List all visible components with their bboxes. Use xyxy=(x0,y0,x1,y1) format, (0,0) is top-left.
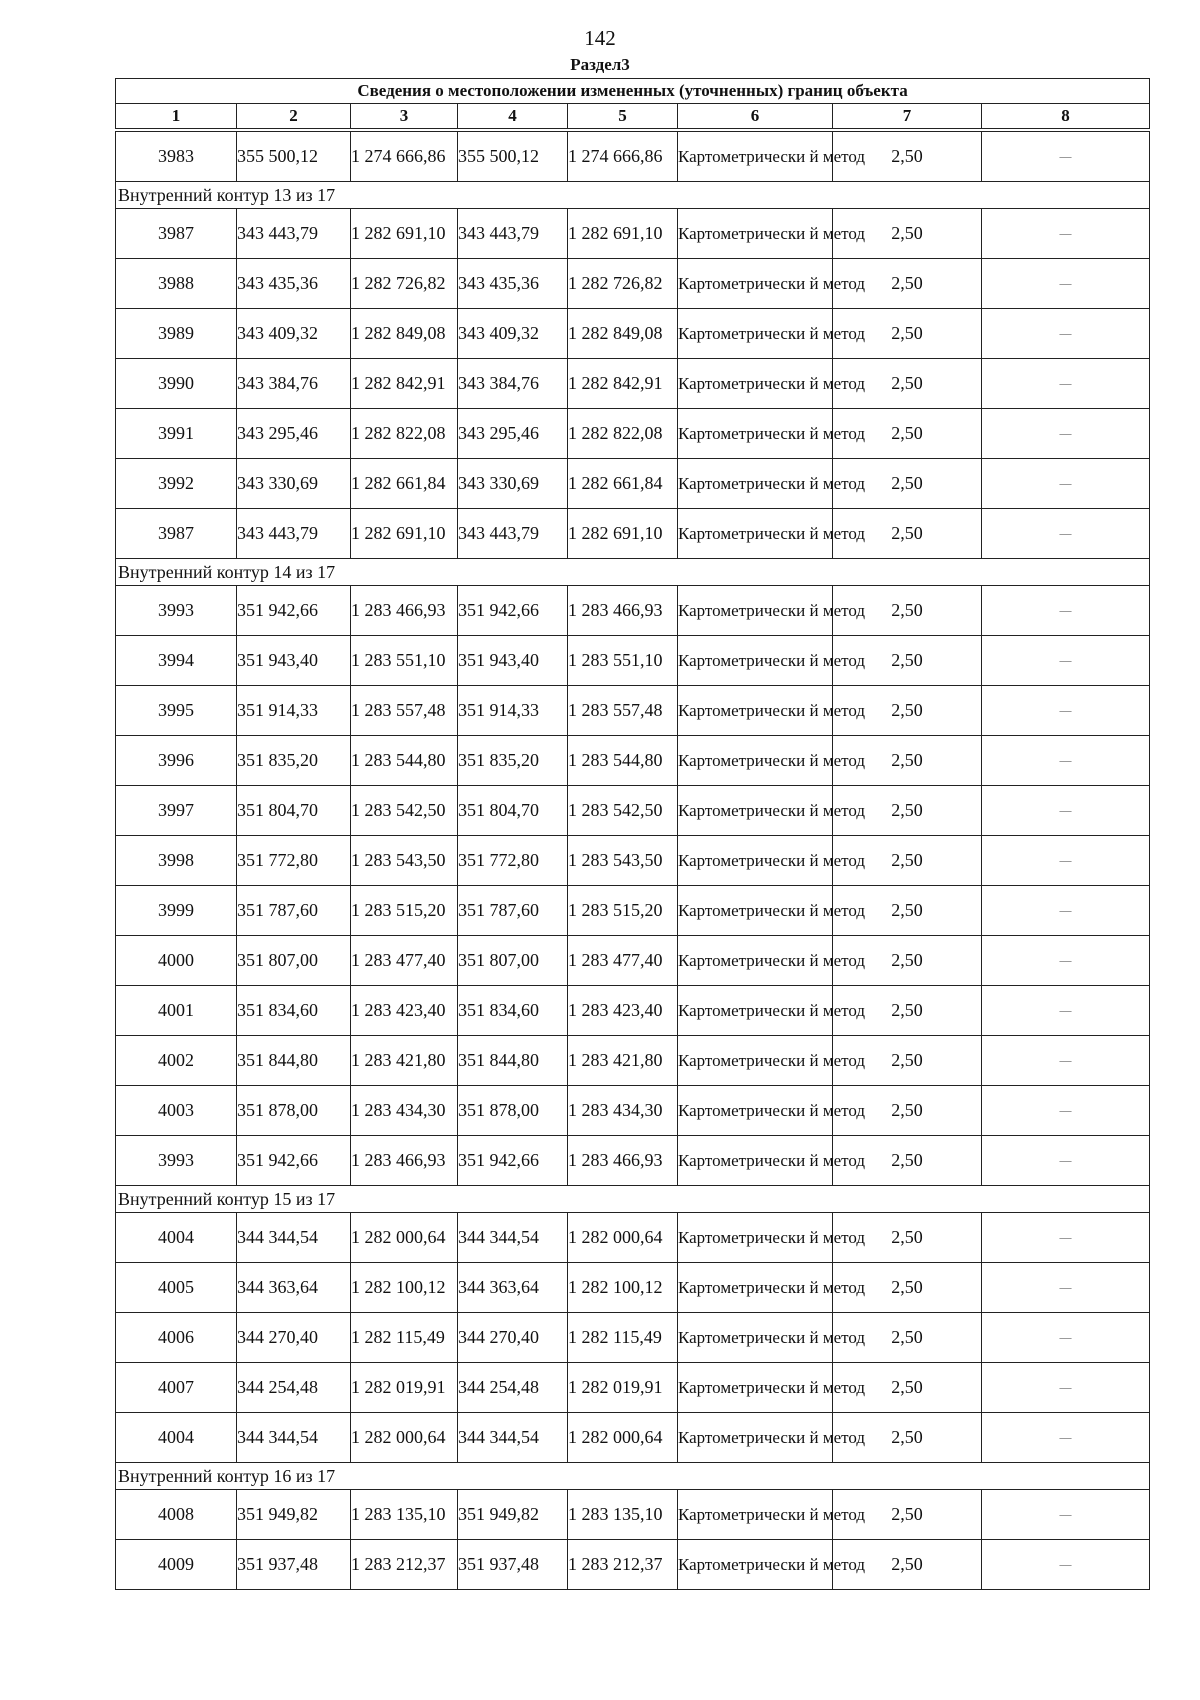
x-coordinate-old-cell: 343 443,79 xyxy=(237,209,351,259)
y-coordinate-old-cell: 1 282 019,91 xyxy=(351,1363,458,1413)
y-coordinate-new-cell: 1 282 661,84 xyxy=(568,459,678,509)
y-coordinate-new-cell: 1 282 691,10 xyxy=(568,209,678,259)
note-cell: — xyxy=(982,736,1150,786)
y-coordinate-old-cell: 1 282 000,64 xyxy=(351,1413,458,1463)
accuracy-cell: 2,50 xyxy=(833,1313,982,1363)
table-row xyxy=(116,986,1150,1036)
x-coordinate-old-cell: 344 270,40 xyxy=(237,1313,351,1363)
column-number: 4 xyxy=(458,104,568,129)
column-number-row xyxy=(116,104,1150,129)
y-coordinate-old-cell: 1 283 421,80 xyxy=(351,1036,458,1086)
page-number: 142 xyxy=(584,26,616,50)
point-number-cell: 4007 xyxy=(116,1363,237,1413)
contour-label: Внутренний контур 15 из 17 xyxy=(116,1186,1150,1213)
accuracy-cell: 2,50 xyxy=(833,836,982,886)
table-row xyxy=(116,1213,1150,1263)
x-coordinate-new-cell: 351 787,60 xyxy=(458,886,568,936)
y-coordinate-new-cell: 1 283 551,10 xyxy=(568,636,678,686)
x-coordinate-old-cell: 351 878,00 xyxy=(237,1086,351,1136)
note-cell: — xyxy=(982,586,1150,636)
y-coordinate-old-cell: 1 282 822,08 xyxy=(351,409,458,459)
method-cell: Картометрически й метод xyxy=(678,1363,833,1413)
point-number-cell: 4002 xyxy=(116,1036,237,1086)
y-coordinate-new-cell: 1 283 466,93 xyxy=(568,586,678,636)
y-coordinate-old-cell: 1 283 542,50 xyxy=(351,786,458,836)
x-coordinate-new-cell: 343 384,76 xyxy=(458,359,568,409)
method-cell: Картометрически й метод xyxy=(678,1490,833,1540)
accuracy-cell: 2,50 xyxy=(833,986,982,1036)
column-number: 7 xyxy=(833,104,982,129)
table-row xyxy=(116,459,1150,509)
y-coordinate-old-cell: 1 283 135,10 xyxy=(351,1490,458,1540)
method-cell: Картометрически й метод xyxy=(678,1036,833,1086)
table-row xyxy=(116,736,1150,786)
y-coordinate-old-cell: 1 283 551,10 xyxy=(351,636,458,686)
table-row xyxy=(116,209,1150,259)
point-number-cell: 3999 xyxy=(116,886,237,936)
point-number-cell: 4003 xyxy=(116,1086,237,1136)
note-cell: — xyxy=(982,1086,1150,1136)
y-coordinate-new-cell: 1 283 542,50 xyxy=(568,786,678,836)
point-number-cell: 3997 xyxy=(116,786,237,836)
accuracy-cell: 2,50 xyxy=(833,1363,982,1413)
note-cell: — xyxy=(982,986,1150,1036)
y-coordinate-old-cell: 1 283 212,37 xyxy=(351,1540,458,1590)
y-coordinate-new-cell: 1 283 434,30 xyxy=(568,1086,678,1136)
x-coordinate-new-cell: 344 344,54 xyxy=(458,1413,568,1463)
point-number-cell: 3983 xyxy=(116,132,237,182)
x-coordinate-old-cell: 351 943,40 xyxy=(237,636,351,686)
y-coordinate-old-cell: 1 282 000,64 xyxy=(351,1213,458,1263)
method-cell: Картометрически й метод xyxy=(678,636,833,686)
note-cell: — xyxy=(982,409,1150,459)
accuracy-cell: 2,50 xyxy=(833,1540,982,1590)
accuracy-cell: 2,50 xyxy=(833,359,982,409)
x-coordinate-new-cell: 343 443,79 xyxy=(458,209,568,259)
note-cell: — xyxy=(982,1313,1150,1363)
x-coordinate-new-cell: 344 344,54 xyxy=(458,1213,568,1263)
table-row xyxy=(116,509,1150,559)
contour-row xyxy=(116,1186,1150,1213)
point-number-cell: 3987 xyxy=(116,509,237,559)
y-coordinate-old-cell: 1 282 691,10 xyxy=(351,209,458,259)
x-coordinate-new-cell: 351 844,80 xyxy=(458,1036,568,1086)
x-coordinate-new-cell: 351 834,60 xyxy=(458,986,568,1036)
method-cell: Картометрически й метод xyxy=(678,209,833,259)
accuracy-cell: 2,50 xyxy=(833,1263,982,1313)
point-number-cell: 4006 xyxy=(116,1313,237,1363)
table-row xyxy=(116,359,1150,409)
method-cell: Картометрически й метод xyxy=(678,686,833,736)
y-coordinate-old-cell: 1 282 661,84 xyxy=(351,459,458,509)
point-number-cell: 3995 xyxy=(116,686,237,736)
x-coordinate-new-cell: 351 937,48 xyxy=(458,1540,568,1590)
x-coordinate-new-cell: 355 500,12 xyxy=(458,132,568,182)
y-coordinate-new-cell: 1 283 466,93 xyxy=(568,1136,678,1186)
accuracy-cell: 2,50 xyxy=(833,509,982,559)
y-coordinate-old-cell: 1 283 477,40 xyxy=(351,936,458,986)
point-number-cell: 3998 xyxy=(116,836,237,886)
method-cell: Картометрически й метод xyxy=(678,1136,833,1186)
table-row xyxy=(116,936,1150,986)
x-coordinate-old-cell: 351 804,70 xyxy=(237,786,351,836)
accuracy-cell: 2,50 xyxy=(833,586,982,636)
method-cell: Картометрически й метод xyxy=(678,409,833,459)
table-row xyxy=(116,1540,1150,1590)
table-row xyxy=(116,309,1150,359)
method-cell: Картометрически й метод xyxy=(678,836,833,886)
x-coordinate-old-cell: 351 835,20 xyxy=(237,736,351,786)
y-coordinate-old-cell: 1 274 666,86 xyxy=(351,132,458,182)
point-number-cell: 3996 xyxy=(116,736,237,786)
contour-label: Внутренний контур 13 из 17 xyxy=(116,182,1150,209)
accuracy-cell: 2,50 xyxy=(833,209,982,259)
x-coordinate-old-cell: 351 914,33 xyxy=(237,686,351,736)
x-coordinate-old-cell: 351 937,48 xyxy=(237,1540,351,1590)
table-caption: Сведения о местоположении измененных (уточненных) границ объекта xyxy=(116,79,1150,104)
accuracy-cell: 2,50 xyxy=(833,409,982,459)
point-number-cell: 3991 xyxy=(116,409,237,459)
table-row xyxy=(116,132,1150,182)
method-cell: Картометрически й метод xyxy=(678,1263,833,1313)
x-coordinate-old-cell: 344 254,48 xyxy=(237,1363,351,1413)
x-coordinate-new-cell: 351 878,00 xyxy=(458,1086,568,1136)
y-coordinate-new-cell: 1 283 135,10 xyxy=(568,1490,678,1540)
accuracy-cell: 2,50 xyxy=(833,786,982,836)
method-cell: Картометрически й метод xyxy=(678,1413,833,1463)
y-coordinate-new-cell: 1 282 849,08 xyxy=(568,309,678,359)
x-coordinate-old-cell: 351 772,80 xyxy=(237,836,351,886)
x-coordinate-new-cell: 351 835,20 xyxy=(458,736,568,786)
x-coordinate-old-cell: 344 363,64 xyxy=(237,1263,351,1313)
table-row xyxy=(116,1036,1150,1086)
note-cell: — xyxy=(982,886,1150,936)
contour-row xyxy=(116,182,1150,209)
coordinates-table xyxy=(115,78,1150,1590)
x-coordinate-old-cell: 351 949,82 xyxy=(237,1490,351,1540)
accuracy-cell: 2,50 xyxy=(833,736,982,786)
x-coordinate-old-cell: 351 787,60 xyxy=(237,886,351,936)
method-cell: Картометрически й метод xyxy=(678,259,833,309)
table-row xyxy=(116,1363,1150,1413)
x-coordinate-old-cell: 351 807,00 xyxy=(237,936,351,986)
y-coordinate-new-cell: 1 282 842,91 xyxy=(568,359,678,409)
note-cell: — xyxy=(982,1263,1150,1313)
x-coordinate-new-cell: 343 435,36 xyxy=(458,259,568,309)
column-number: 8 xyxy=(982,104,1150,129)
accuracy-cell: 2,50 xyxy=(833,1036,982,1086)
x-coordinate-new-cell: 344 254,48 xyxy=(458,1363,568,1413)
accuracy-cell: 2,50 xyxy=(833,886,982,936)
x-coordinate-old-cell: 343 435,36 xyxy=(237,259,351,309)
y-coordinate-new-cell: 1 282 691,10 xyxy=(568,509,678,559)
x-coordinate-old-cell: 343 295,46 xyxy=(237,409,351,459)
note-cell: — xyxy=(982,309,1150,359)
method-cell: Картометрически й метод xyxy=(678,509,833,559)
x-coordinate-new-cell: 351 942,66 xyxy=(458,1136,568,1186)
y-coordinate-old-cell: 1 283 423,40 xyxy=(351,986,458,1036)
y-coordinate-new-cell: 1 282 115,49 xyxy=(568,1313,678,1363)
section-title: Раздел3 xyxy=(570,55,630,74)
contour-label: Внутренний контур 14 из 17 xyxy=(116,559,1150,586)
note-cell: — xyxy=(982,359,1150,409)
point-number-cell: 4000 xyxy=(116,936,237,986)
x-coordinate-old-cell: 351 834,60 xyxy=(237,986,351,1036)
table-row xyxy=(116,786,1150,836)
point-number-cell: 3989 xyxy=(116,309,237,359)
y-coordinate-new-cell: 1 282 000,64 xyxy=(568,1413,678,1463)
y-coordinate-old-cell: 1 283 557,48 xyxy=(351,686,458,736)
x-coordinate-new-cell: 351 949,82 xyxy=(458,1490,568,1540)
note-cell: — xyxy=(982,1136,1150,1186)
y-coordinate-old-cell: 1 282 691,10 xyxy=(351,509,458,559)
point-number-cell: 3993 xyxy=(116,1136,237,1186)
table-row xyxy=(116,1263,1150,1313)
point-number-cell: 3993 xyxy=(116,586,237,636)
note-cell: — xyxy=(982,1490,1150,1540)
accuracy-cell: 2,50 xyxy=(833,459,982,509)
contour-row xyxy=(116,1463,1150,1490)
accuracy-cell: 2,50 xyxy=(833,936,982,986)
method-cell: Картометрически й метод xyxy=(678,132,833,182)
table-row xyxy=(116,1490,1150,1540)
table-row xyxy=(116,586,1150,636)
y-coordinate-new-cell: 1 274 666,86 xyxy=(568,132,678,182)
note-cell: — xyxy=(982,936,1150,986)
method-cell: Картометрически й метод xyxy=(678,786,833,836)
y-coordinate-new-cell: 1 283 544,80 xyxy=(568,736,678,786)
y-coordinate-old-cell: 1 283 515,20 xyxy=(351,886,458,936)
x-coordinate-new-cell: 351 804,70 xyxy=(458,786,568,836)
note-cell: — xyxy=(982,1363,1150,1413)
method-cell: Картометрически й метод xyxy=(678,986,833,1036)
point-number-cell: 4004 xyxy=(116,1413,237,1463)
y-coordinate-old-cell: 1 283 434,30 xyxy=(351,1086,458,1136)
method-cell: Картометрически й метод xyxy=(678,736,833,786)
column-number: 3 xyxy=(351,104,458,129)
x-coordinate-new-cell: 343 443,79 xyxy=(458,509,568,559)
x-coordinate-old-cell: 355 500,12 xyxy=(237,132,351,182)
note-cell: — xyxy=(982,1036,1150,1086)
x-coordinate-old-cell: 343 384,76 xyxy=(237,359,351,409)
x-coordinate-new-cell: 344 270,40 xyxy=(458,1313,568,1363)
note-cell: — xyxy=(982,1213,1150,1263)
point-number-cell: 4009 xyxy=(116,1540,237,1590)
column-number: 5 xyxy=(568,104,678,129)
table-row xyxy=(116,1413,1150,1463)
y-coordinate-old-cell: 1 282 849,08 xyxy=(351,309,458,359)
method-cell: Картометрически й метод xyxy=(678,459,833,509)
accuracy-cell: 2,50 xyxy=(833,636,982,686)
table-row xyxy=(116,636,1150,686)
x-coordinate-new-cell: 351 942,66 xyxy=(458,586,568,636)
y-coordinate-new-cell: 1 282 100,12 xyxy=(568,1263,678,1313)
table-row xyxy=(116,409,1150,459)
accuracy-cell: 2,50 xyxy=(833,1413,982,1463)
accuracy-cell: 2,50 xyxy=(833,1086,982,1136)
x-coordinate-new-cell: 344 363,64 xyxy=(458,1263,568,1313)
point-number-cell: 3987 xyxy=(116,209,237,259)
point-number-cell: 4005 xyxy=(116,1263,237,1313)
note-cell: — xyxy=(982,1540,1150,1590)
method-cell: Картометрически й метод xyxy=(678,1313,833,1363)
x-coordinate-old-cell: 343 409,32 xyxy=(237,309,351,359)
point-number-cell: 3990 xyxy=(116,359,237,409)
table-row xyxy=(116,1136,1150,1186)
accuracy-cell: 2,50 xyxy=(833,309,982,359)
y-coordinate-old-cell: 1 283 466,93 xyxy=(351,586,458,636)
note-cell: — xyxy=(982,459,1150,509)
method-cell: Картометрически й метод xyxy=(678,1086,833,1136)
x-coordinate-old-cell: 351 942,66 xyxy=(237,1136,351,1186)
accuracy-cell: 2,50 xyxy=(833,1490,982,1540)
point-number-cell: 3988 xyxy=(116,259,237,309)
note-cell: — xyxy=(982,836,1150,886)
y-coordinate-new-cell: 1 283 423,40 xyxy=(568,986,678,1036)
x-coordinate-new-cell: 343 330,69 xyxy=(458,459,568,509)
note-cell: — xyxy=(982,1413,1150,1463)
note-cell: — xyxy=(982,636,1150,686)
y-coordinate-old-cell: 1 282 726,82 xyxy=(351,259,458,309)
point-number-cell: 4008 xyxy=(116,1490,237,1540)
x-coordinate-new-cell: 343 295,46 xyxy=(458,409,568,459)
point-number-cell: 4001 xyxy=(116,986,237,1036)
table-row xyxy=(116,259,1150,309)
method-cell: Картометрически й метод xyxy=(678,586,833,636)
x-coordinate-new-cell: 351 772,80 xyxy=(458,836,568,886)
point-number-cell: 4004 xyxy=(116,1213,237,1263)
contour-label: Внутренний контур 16 из 17 xyxy=(116,1463,1150,1490)
note-cell: — xyxy=(982,786,1150,836)
x-coordinate-new-cell: 351 807,00 xyxy=(458,936,568,986)
x-coordinate-old-cell: 344 344,54 xyxy=(237,1413,351,1463)
column-number: 1 xyxy=(116,104,237,129)
x-coordinate-old-cell: 351 942,66 xyxy=(237,586,351,636)
note-cell: — xyxy=(982,132,1150,182)
x-coordinate-old-cell: 343 330,69 xyxy=(237,459,351,509)
y-coordinate-old-cell: 1 283 543,50 xyxy=(351,836,458,886)
y-coordinate-old-cell: 1 282 842,91 xyxy=(351,359,458,409)
x-coordinate-old-cell: 344 344,54 xyxy=(237,1213,351,1263)
y-coordinate-old-cell: 1 282 115,49 xyxy=(351,1313,458,1363)
point-number-cell: 3992 xyxy=(116,459,237,509)
y-coordinate-old-cell: 1 283 466,93 xyxy=(351,1136,458,1186)
y-coordinate-new-cell: 1 283 515,20 xyxy=(568,886,678,936)
y-coordinate-old-cell: 1 282 100,12 xyxy=(351,1263,458,1313)
y-coordinate-old-cell: 1 283 544,80 xyxy=(351,736,458,786)
accuracy-cell: 2,50 xyxy=(833,1136,982,1186)
table-row xyxy=(116,836,1150,886)
method-cell: Картометрически й метод xyxy=(678,309,833,359)
note-cell: — xyxy=(982,686,1150,736)
y-coordinate-new-cell: 1 283 212,37 xyxy=(568,1540,678,1590)
table-row xyxy=(116,1313,1150,1363)
table-row xyxy=(116,686,1150,736)
method-cell: Картометрически й метод xyxy=(678,936,833,986)
accuracy-cell: 2,50 xyxy=(833,132,982,182)
method-cell: Картометрически й метод xyxy=(678,359,833,409)
column-number: 6 xyxy=(678,104,833,129)
method-cell: Картометрически й метод xyxy=(678,1213,833,1263)
x-coordinate-new-cell: 343 409,32 xyxy=(458,309,568,359)
y-coordinate-new-cell: 1 282 019,91 xyxy=(568,1363,678,1413)
x-coordinate-old-cell: 343 443,79 xyxy=(237,509,351,559)
contour-row xyxy=(116,559,1150,586)
note-cell: — xyxy=(982,209,1150,259)
accuracy-cell: 2,50 xyxy=(833,259,982,309)
x-coordinate-new-cell: 351 914,33 xyxy=(458,686,568,736)
x-coordinate-new-cell: 351 943,40 xyxy=(458,636,568,686)
y-coordinate-new-cell: 1 283 543,50 xyxy=(568,836,678,886)
table-row xyxy=(116,1086,1150,1136)
y-coordinate-new-cell: 1 282 000,64 xyxy=(568,1213,678,1263)
table-body xyxy=(116,132,1150,1590)
column-number: 2 xyxy=(237,104,351,129)
y-coordinate-new-cell: 1 282 726,82 xyxy=(568,259,678,309)
note-cell: — xyxy=(982,259,1150,309)
method-cell: Картометрически й метод xyxy=(678,1540,833,1590)
table-row xyxy=(116,886,1150,936)
accuracy-cell: 2,50 xyxy=(833,686,982,736)
note-cell: — xyxy=(982,509,1150,559)
accuracy-cell: 2,50 xyxy=(833,1213,982,1263)
x-coordinate-old-cell: 351 844,80 xyxy=(237,1036,351,1086)
y-coordinate-new-cell: 1 283 477,40 xyxy=(568,936,678,986)
y-coordinate-new-cell: 1 283 421,80 xyxy=(568,1036,678,1086)
y-coordinate-new-cell: 1 282 822,08 xyxy=(568,409,678,459)
y-coordinate-new-cell: 1 283 557,48 xyxy=(568,686,678,736)
point-number-cell: 3994 xyxy=(116,636,237,686)
method-cell: Картометрически й метод xyxy=(678,886,833,936)
